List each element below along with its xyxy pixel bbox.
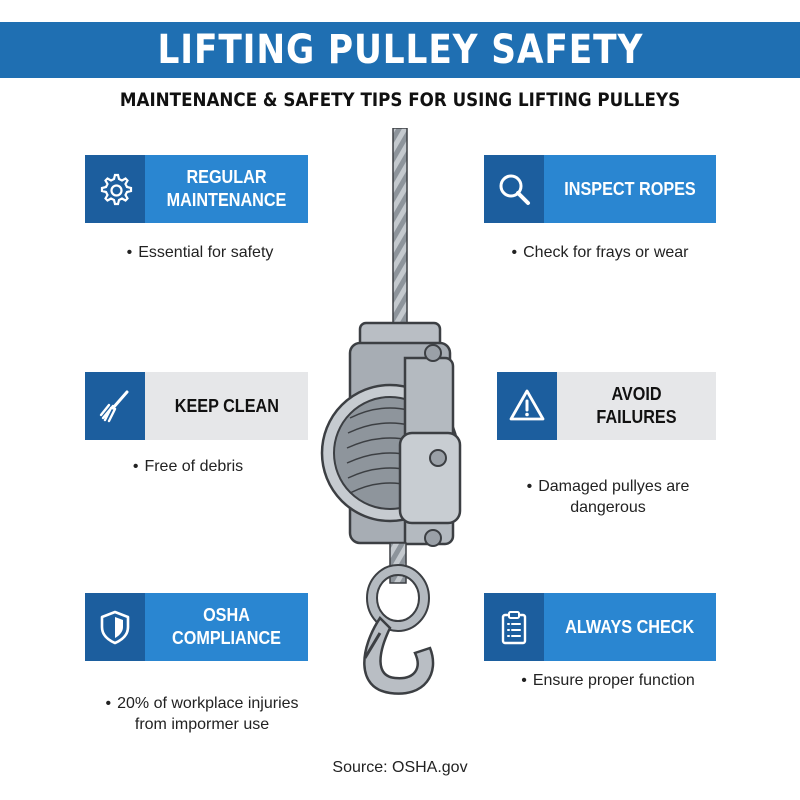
bolt bbox=[425, 345, 441, 361]
page-title: LIFTING PULLEY SAFETY bbox=[157, 27, 643, 73]
tip-card-always-check bbox=[484, 593, 716, 661]
gear-icon bbox=[95, 169, 135, 209]
tip-label: OSHA COMPLIANCE bbox=[172, 605, 281, 648]
tip-bullet: • Free of debris bbox=[132, 458, 244, 475]
tip-bullet: • Check for frays or wear bbox=[511, 244, 689, 261]
tip-bullet: • 20% of workplace injuries from impormer use bbox=[105, 695, 299, 733]
clipboard-icon bbox=[494, 607, 534, 647]
warning-icon bbox=[507, 386, 547, 426]
tip-bullet: • Damaged pullyes are dangerous bbox=[526, 478, 690, 516]
source-credit: Source: OSHA.gov bbox=[332, 759, 468, 776]
tip-card-osha-compliance bbox=[85, 593, 308, 661]
pulley-illustration bbox=[310, 128, 490, 708]
tip-bullet: • Ensure proper function bbox=[521, 672, 695, 689]
tip-card-regular-maintenance bbox=[85, 155, 308, 223]
tip-label: KEEP CLEAN bbox=[174, 395, 279, 416]
tip-card-avoid-failures bbox=[497, 372, 716, 440]
tip-label: REGULAR MAINTENANCE bbox=[166, 167, 287, 210]
magnifier-icon bbox=[494, 169, 534, 209]
shield-icon bbox=[95, 607, 135, 647]
tip-bullet: • Essential for safety bbox=[126, 244, 274, 261]
tip-card-inspect-ropes bbox=[484, 155, 716, 223]
broom-icon bbox=[95, 386, 135, 426]
tip-label: INSPECT ROPES bbox=[564, 178, 696, 199]
bolt bbox=[430, 450, 446, 466]
tip-card-keep-clean bbox=[85, 372, 308, 440]
bolt bbox=[425, 530, 441, 546]
cable bbox=[393, 128, 407, 328]
tip-label: ALWAYS CHECK bbox=[565, 616, 695, 637]
page-subtitle: MAINTENANCE & SAFETY TIPS FOR USING LIFTING PULLEYS bbox=[119, 89, 681, 111]
tip-label: AVOID FAILURES bbox=[596, 384, 677, 427]
title-banner bbox=[0, 22, 800, 78]
